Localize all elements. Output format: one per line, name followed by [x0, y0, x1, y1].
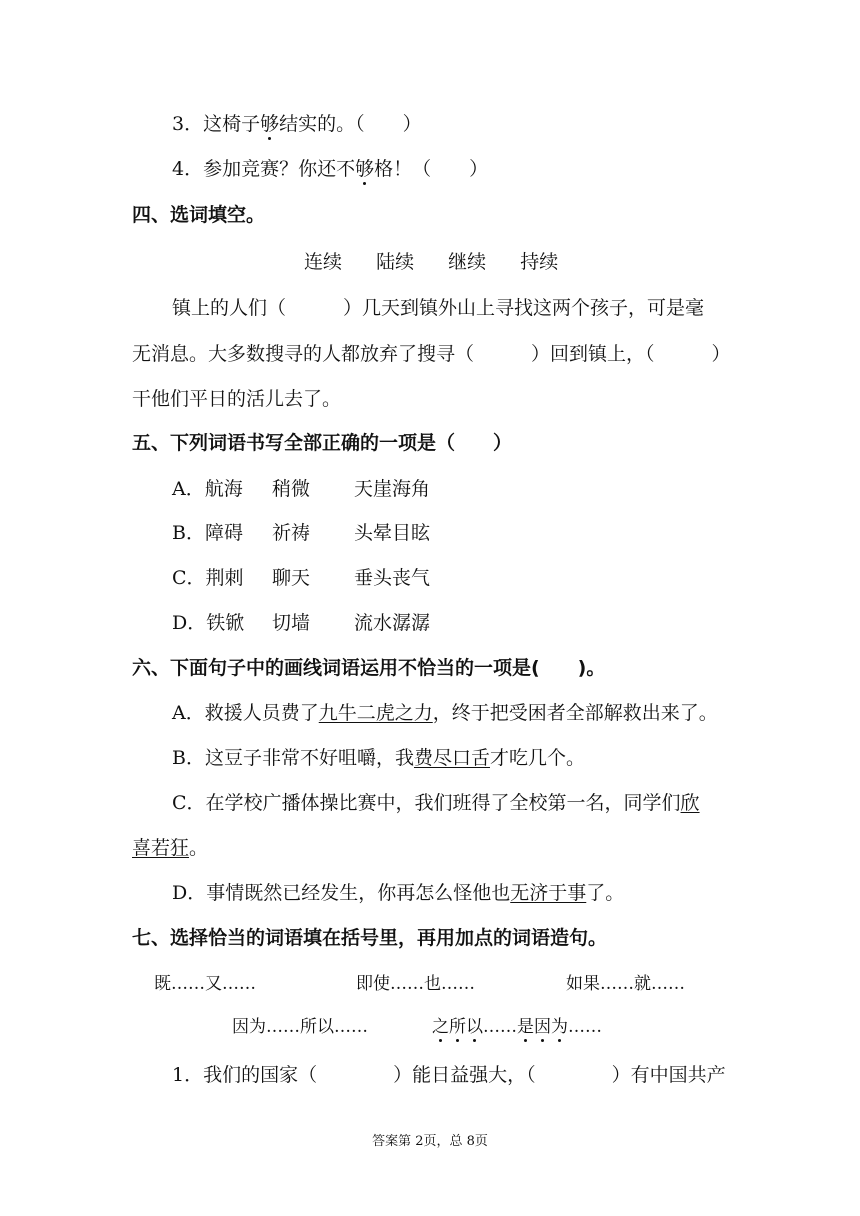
item-4 [172, 157, 488, 181]
underlined-phrase: 喜若狂 [132, 837, 190, 859]
dotted-char: 以 [466, 1017, 483, 1037]
label: C．荆刺 [172, 567, 244, 589]
label: A．航海 [172, 478, 243, 500]
option-d [172, 611, 430, 635]
conjunction-5-dotted [432, 1016, 602, 1038]
text: ，终于把受困者全部解救出来了。 [432, 702, 718, 724]
option-c [172, 566, 430, 590]
dotted-char: 因 [534, 1017, 551, 1037]
option-b [172, 746, 585, 770]
text: 才吃几个。 [489, 747, 585, 769]
option-c [172, 791, 700, 815]
paragraph-line-1: 镇上的人们（ ）几天到镇外山上寻找这两个孩子，可是毫 [172, 297, 705, 319]
section-7-heading: 七、选择恰当的词语填在括号里，再用加点的词语造句。 [132, 927, 608, 949]
text: 4．参加竞赛？你还不 [172, 158, 356, 180]
option-c-cont [132, 836, 208, 860]
text: D．事情既然已经发生，你再怎么怪他也 [172, 882, 511, 904]
label: B．障碍 [172, 522, 243, 544]
conjunction-4: 因为……所以…… [232, 1017, 368, 1037]
word-options [304, 250, 558, 274]
word: 祈祷 [272, 522, 311, 544]
paragraph-line-3: 干他们平日的活儿去了。 [132, 388, 342, 410]
paragraph-line-2: 无消息。大多数搜寻的人都放弃了搜寻（ ）回到镇上，（ ） [132, 343, 731, 365]
word: 垂头丧气 [354, 567, 431, 589]
option-4: 持续 [520, 251, 559, 273]
text: 格！（ ） [374, 158, 489, 180]
underlined-phrase: 无济于事 [510, 882, 587, 904]
label: D．铁锨 [172, 612, 245, 634]
option-1: 连续 [304, 251, 343, 273]
text: 了。 [586, 882, 625, 904]
text: …… [568, 1017, 602, 1037]
dotted-char: 够 [355, 158, 375, 180]
section-5-heading: 五、下列词语书写全部正确的一项是（ ） [132, 432, 513, 454]
option-3: 继续 [448, 251, 487, 273]
text: …… [483, 1017, 517, 1037]
dotted-char: 为 [551, 1017, 568, 1037]
page-footer: 答案第 2页，总 8页 [372, 1134, 488, 1149]
dotted-char: 是 [517, 1017, 534, 1037]
option-b [172, 521, 430, 545]
text: 。 [189, 837, 209, 859]
item-1: 1．我们的国家（ ）能日益强大，（ ）有中国共产 [172, 1064, 726, 1086]
text: 结实的。（ ） [279, 113, 422, 135]
word: 流水潺潺 [354, 612, 431, 634]
dotted-char: 够 [260, 113, 280, 135]
section-6-heading: 六、下面句子中的画线词语运用不恰当的一项是( )。 [132, 657, 606, 679]
word: 天崖海角 [354, 478, 431, 500]
conjunction-2: 即使……也…… [356, 974, 475, 994]
word: 稍微 [272, 478, 311, 500]
conjunction-1: 既……又…… [154, 974, 256, 994]
word: 切墙 [272, 612, 311, 634]
underlined-phrase: 九牛二虎之力 [318, 702, 433, 724]
underlined-phrase: 费尽口舌 [413, 747, 490, 769]
item-3 [172, 112, 422, 136]
text: 3．这椅子 [172, 113, 261, 135]
section-4-heading: 四、选词填空。 [132, 204, 266, 226]
option-2: 陆续 [376, 251, 415, 273]
dotted-char: 之 [432, 1017, 449, 1037]
option-d [172, 881, 624, 905]
word: 头晕目眩 [354, 522, 431, 544]
text: A．救援人员费了 [172, 702, 319, 724]
text: B．这豆子非常不好咀嚼，我 [172, 747, 414, 769]
underlined-phrase: 欣 [680, 792, 700, 814]
word: 聊天 [272, 567, 311, 589]
option-a [172, 701, 718, 725]
option-a [172, 477, 430, 501]
text: C．在学校广播体操比赛中，我们班得了全校第一名，同学们 [172, 792, 681, 814]
dotted-char: 所 [449, 1017, 466, 1037]
conjunction-3: 如果……就…… [566, 974, 685, 994]
